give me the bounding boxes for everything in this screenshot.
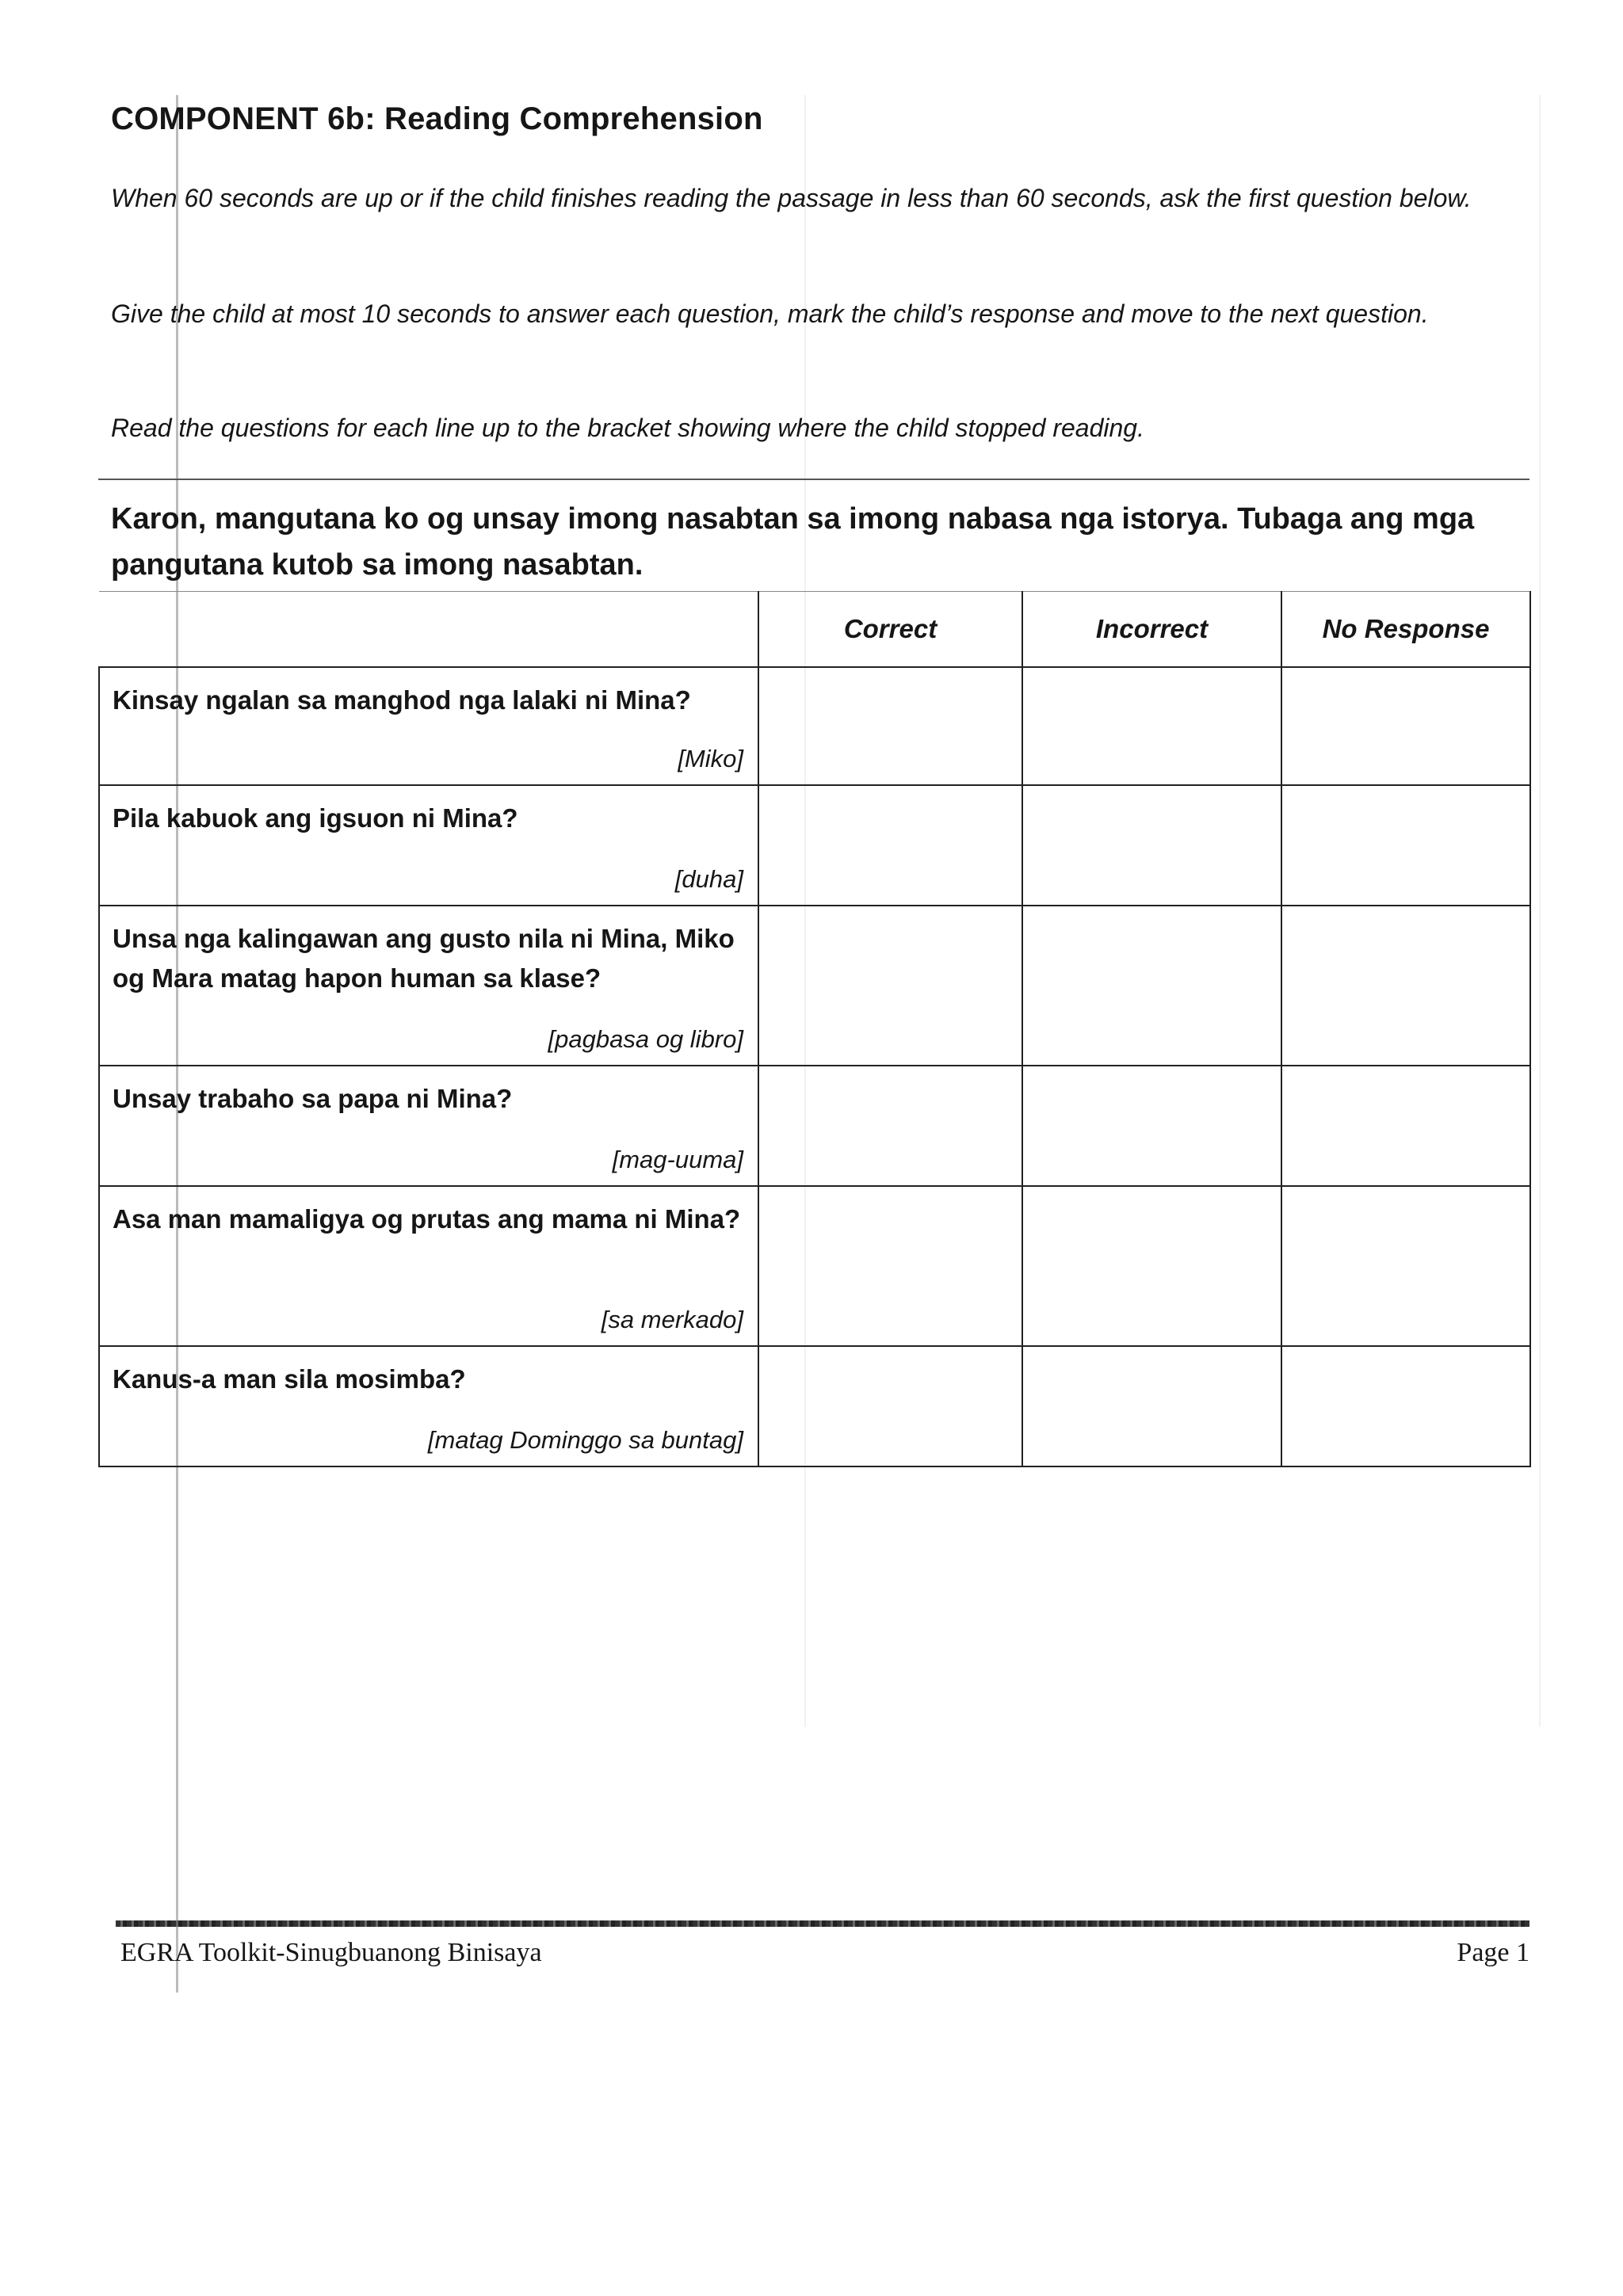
child-prompt: Karon, mangutana ko og unsay imong nasabtan sa imong nabasa nga istorya. Tubaga ang mga pangutana kutob sa imong nasabtan. <box>111 502 1475 582</box>
page-number: Page 1 <box>1457 1938 1529 1967</box>
question-column-header <box>99 592 758 668</box>
correct-mark-cell[interactable] <box>758 667 1022 785</box>
table-row <box>99 1346 1530 1466</box>
no-response-mark-cell[interactable] <box>1281 1346 1530 1466</box>
footer-title: EGRA Toolkit-Sinugbuanong Binisaya <box>120 1938 542 1967</box>
correct-column-header: Correct <box>758 592 1022 668</box>
incorrect-column-header: Incorrect <box>1022 592 1281 668</box>
incorrect-mark-cell[interactable] <box>1022 906 1281 1066</box>
no-response-mark-cell[interactable] <box>1281 1066 1530 1186</box>
no-response-mark-cell[interactable] <box>1281 785 1530 906</box>
correct-mark-cell[interactable] <box>758 906 1022 1066</box>
table-row <box>99 906 1530 1066</box>
expected-answer: [Miko] <box>678 745 743 772</box>
question-cell <box>99 906 758 1066</box>
question-cell <box>99 1066 758 1186</box>
correct-mark-cell[interactable] <box>758 1346 1022 1466</box>
expected-answer: [sa merkado] <box>601 1306 743 1333</box>
question-cell <box>99 1186 758 1346</box>
expected-answer: [mag-uuma] <box>612 1146 743 1173</box>
no-response-mark-cell[interactable] <box>1281 667 1530 785</box>
no-response-mark-cell[interactable] <box>1281 906 1530 1066</box>
question-text: Unsa nga kalingawan ang gusto nila ni Mina, Miko og Mara matag hapon human sa klase? <box>113 924 735 993</box>
instruction-2: Give the child at most 10 seconds to answer each question, mark the child’s response and move to the next question. <box>111 299 1429 328</box>
questions-table <box>98 591 1531 1467</box>
question-text: Unsay trabaho sa papa ni Mina? <box>113 1084 513 1113</box>
table-row <box>99 667 1530 785</box>
table-header-row <box>99 592 1530 668</box>
question-cell <box>99 785 758 906</box>
question-text: Pila kabuok ang igsuon ni Mina? <box>113 803 518 833</box>
incorrect-mark-cell[interactable] <box>1022 667 1281 785</box>
incorrect-mark-cell[interactable] <box>1022 1066 1281 1186</box>
question-cell <box>99 1346 758 1466</box>
correct-mark-cell[interactable] <box>758 1186 1022 1346</box>
footer-rule <box>116 1920 1529 1927</box>
no-response-column-header: No Response <box>1281 592 1530 668</box>
question-text: Asa man mamaligya og prutas ang mama ni Mina? <box>113 1204 741 1234</box>
table-row <box>99 1066 1530 1186</box>
question-text: Kanus-a man sila mosimba? <box>113 1364 466 1394</box>
question-text: Kinsay ngalan sa manghod nga lalaki ni Mina? <box>113 685 691 715</box>
expected-answer: [duha] <box>674 865 743 893</box>
expected-answer: [matag Dominggo sa buntag] <box>427 1426 743 1454</box>
incorrect-mark-cell[interactable] <box>1022 1186 1281 1346</box>
question-cell <box>99 667 758 785</box>
correct-mark-cell[interactable] <box>758 1066 1022 1186</box>
top-rule <box>98 479 1529 480</box>
table-row <box>99 785 1530 906</box>
no-response-mark-cell[interactable] <box>1281 1186 1530 1346</box>
table-row <box>99 1186 1530 1346</box>
incorrect-mark-cell[interactable] <box>1022 785 1281 906</box>
instruction-1: When 60 seconds are up or if the child finishes reading the passage in less than 60 seconds, ask the first question below. <box>111 184 1472 212</box>
expected-answer: [pagbasa og libro] <box>548 1025 743 1053</box>
instruction-3: Read the questions for each line up to the bracket showing where the child stopped reading. <box>111 414 1144 442</box>
correct-mark-cell[interactable] <box>758 785 1022 906</box>
component-heading: COMPONENT 6b: Reading Comprehension <box>111 101 763 136</box>
incorrect-mark-cell[interactable] <box>1022 1346 1281 1466</box>
